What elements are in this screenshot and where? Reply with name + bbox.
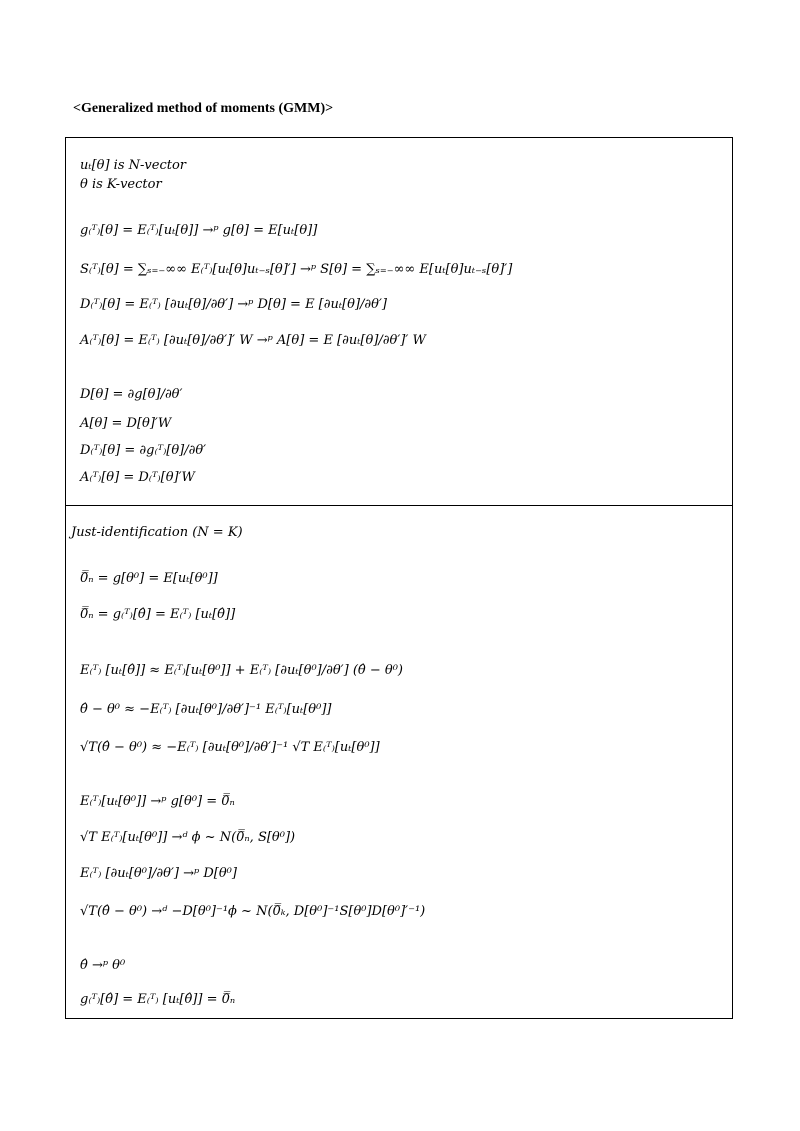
formula-line: S₍ᵀ₎[θ] = ∑ₛ₌₋∞∞ E₍ᵀ₎[uₜ[θ]uₜ₋ₛ[θ]′] →ᵖ S[θ] = ∑ₛ₌₋∞∞ E[uₜ[θ]uₜ₋ₛ[θ]′] xyxy=(80,262,513,277)
formula-line: D[θ] = ∂g[θ]/∂θ′ xyxy=(80,387,183,402)
formula-line: D₍ᵀ₎[θ] = ∂g₍ᵀ₎[θ]/∂θ′ xyxy=(80,443,207,458)
formula-line: √T(θ̂ − θ⁰) ≈ −E₍ᵀ₎ [∂uₜ[θ⁰]/∂θ′]⁻¹ √T E₍ᵀ₎[uₜ[θ⁰]] xyxy=(80,740,380,755)
formula-line: 0̅̅ₙ = g[θ⁰] = E[uₜ[θ⁰]] xyxy=(80,571,218,586)
formula-line: √T(θ̂ − θ⁰) →ᵈ −D[θ⁰]⁻¹ϕ ~ N(0̅̅ₖ, D[θ⁰]⁻¹S[θ⁰]D[θ⁰]′⁻¹) xyxy=(80,904,426,919)
section-heading: Just-identification (N = K) xyxy=(71,525,243,540)
formula-line: E₍ᵀ₎ [∂uₜ[θ⁰]/∂θ′] →ᵖ D[θ⁰] xyxy=(80,866,237,881)
formula-line: g₍ᵀ₎[θ̂] = E₍ᵀ₎ [uₜ[θ̂]] = 0̅̅ₙ xyxy=(80,992,236,1007)
formula-line: √T E₍ᵀ₎[uₜ[θ⁰]] →ᵈ ϕ ~ N(0̅̅ₙ, S[θ⁰]) xyxy=(80,830,296,845)
formula-line: A₍ᵀ₎[θ] = E₍ᵀ₎ [∂uₜ[θ]/∂θ′]′ W →ᵖ A[θ] = E [∂uₜ[θ]/∂θ′]′ W xyxy=(80,333,426,348)
page-title: <Generalized method of moments (GMM)> xyxy=(73,101,334,116)
formula-line: 0̅̅ₙ = g₍ᵀ₎[θ̂] = E₍ᵀ₎ [uₜ[θ̂]] xyxy=(80,607,236,622)
formula-line: E₍ᵀ₎[uₜ[θ⁰]] →ᵖ g[θ⁰] = 0̅̅ₙ xyxy=(80,794,235,809)
formula-line: A₍ᵀ₎[θ] = D₍ᵀ₎[θ]′W xyxy=(80,470,195,485)
formula-line: D₍ᵀ₎[θ] = E₍ᵀ₎ [∂uₜ[θ]/∂θ′] →ᵖ D[θ] = E [∂uₜ[θ]/∂θ′] xyxy=(80,297,387,312)
formula-line: θ is K-vector xyxy=(80,177,162,192)
definitions-box xyxy=(65,137,733,506)
formula-line: g₍ᵀ₎[θ] = E₍ᵀ₎[uₜ[θ]] →ᵖ g[θ] = E[uₜ[θ]] xyxy=(80,223,318,238)
formula-line: E₍ᵀ₎ [uₜ[θ̂]] ≈ E₍ᵀ₎[uₜ[θ⁰]] + E₍ᵀ₎ [∂uₜ[θ⁰]/∂θ′] (θ̂ − θ⁰) xyxy=(80,663,403,678)
formula-line: θ̂ →ᵖ θ⁰ xyxy=(80,958,126,973)
formula-line: θ̂ − θ⁰ ≈ −E₍ᵀ₎ [∂uₜ[θ⁰]/∂θ′]⁻¹ E₍ᵀ₎[uₜ[θ⁰]] xyxy=(80,702,332,717)
formula-line: uₜ[θ] is N-vector xyxy=(80,158,186,173)
just-identification-box xyxy=(65,505,733,1019)
formula-line: A[θ] = D[θ]′W xyxy=(80,416,172,431)
